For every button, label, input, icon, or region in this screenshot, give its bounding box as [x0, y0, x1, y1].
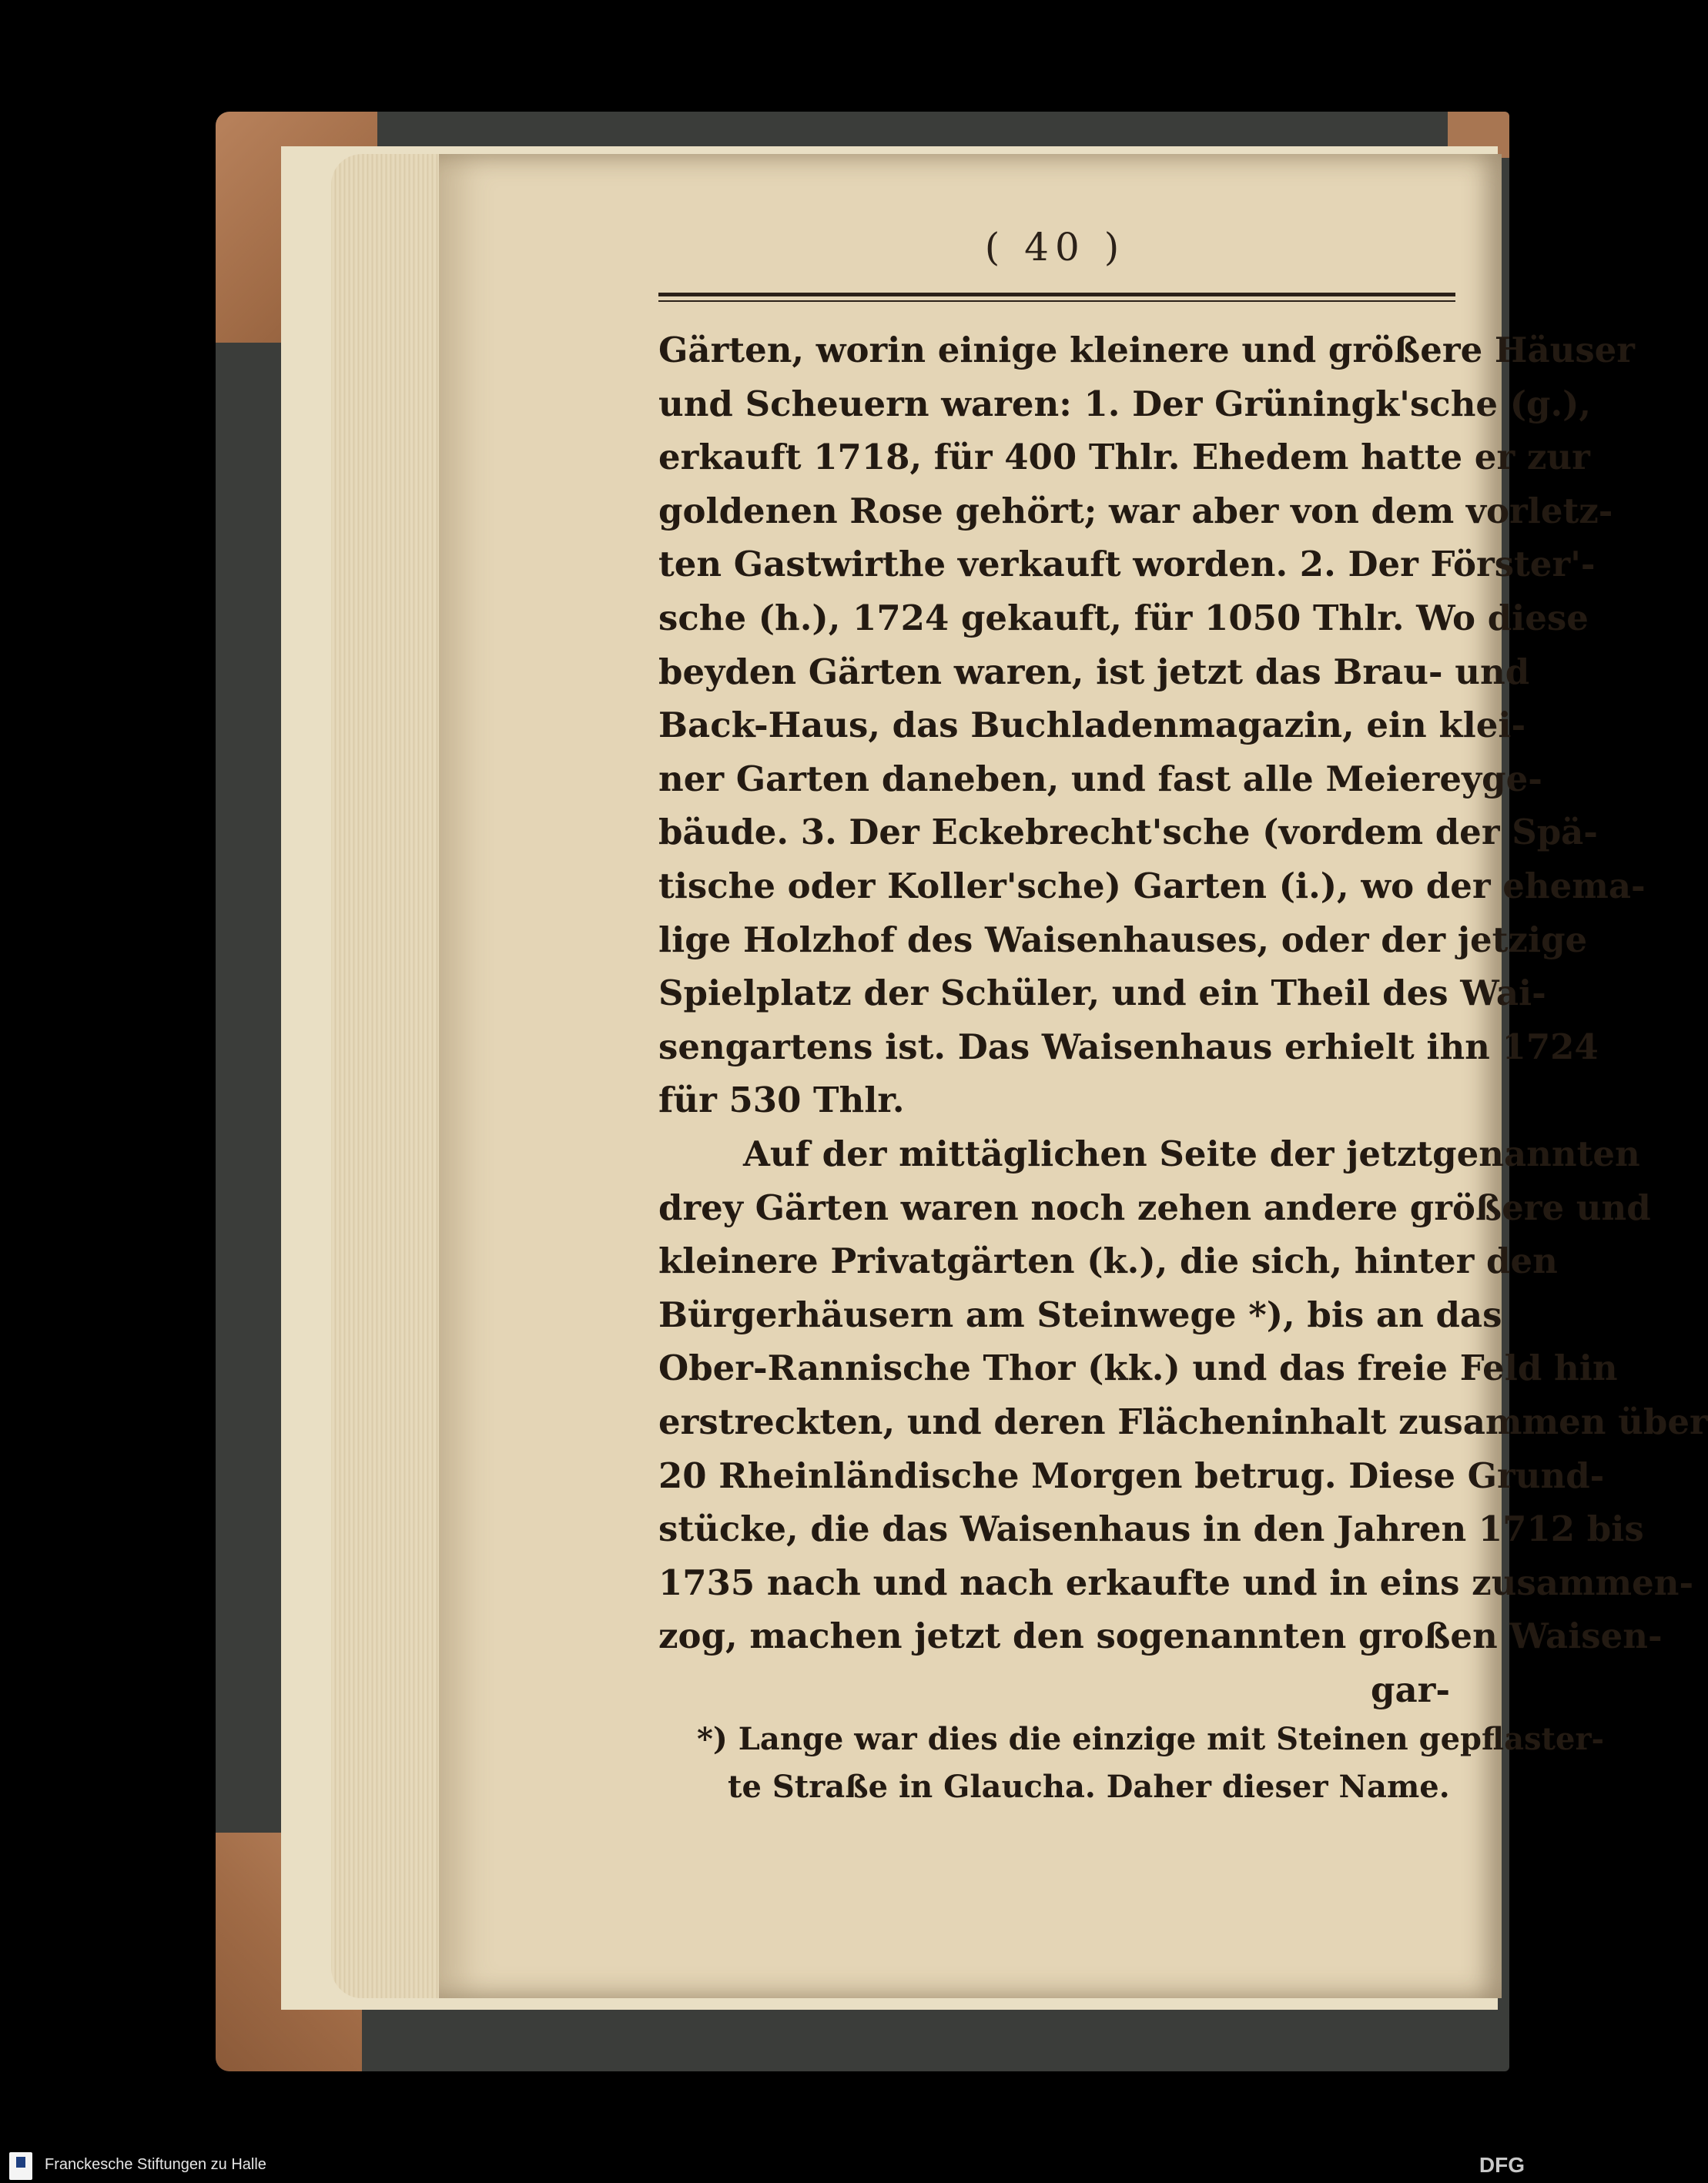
text-line: kleinere Privatgärten (k.), die sich, hinter den	[658, 1240, 1558, 1281]
text-line: Bürgerhäusern am Steinwege *), bis an das	[658, 1294, 1502, 1335]
institution-name: Franckesche Stiftungen zu Halle	[45, 2156, 266, 2173]
text-line: und Scheuern waren: 1. Der Grüningk'sche (g.),	[658, 383, 1592, 424]
text-line: goldenen Rose gehört; war aber von dem vorletz-	[658, 491, 1613, 531]
text-line: ten Gastwirthe verkauft worden. 2. Der Förster'-	[658, 544, 1596, 584]
footnote-line: te Straße in Glaucha. Daher dieser Name.	[728, 1769, 1450, 1805]
text-line: bäude. 3. Der Eckebrecht'sche (vordem der Spä-	[658, 812, 1598, 852]
text-line: Back-Haus, das Buchladenmagazin, ein klei-	[658, 705, 1526, 745]
header-rule	[658, 293, 1455, 296]
text-line: beyden Gärten waren, ist jetzt das Brau- und	[658, 651, 1530, 692]
text-line: erkauft 1718, für 400 Thlr. Ehedem hatte er zur	[658, 437, 1590, 477]
page-number: ( 40 )	[984, 225, 1126, 270]
text-line: 1735 nach und nach erkaufte und in eins zusammen-	[658, 1562, 1694, 1603]
institution-logo-icon	[9, 2152, 32, 2180]
text-line: stücke, die das Waisenhaus in den Jahren 1712 bis	[658, 1508, 1644, 1549]
header-rule-thin	[658, 300, 1455, 302]
text-line: tische oder Koller'sche) Garten (i.), wo der ehema-	[658, 865, 1646, 906]
text-line: zog, machen jetzt den sogenannten großen Waisen-	[658, 1615, 1663, 1656]
text-line: 20 Rheinländische Morgen betrug. Diese Grund-	[658, 1455, 1605, 1496]
dfg-badge: DFG	[1479, 2153, 1525, 2177]
catchword: gar-	[1371, 1669, 1451, 1710]
text-line: drey Gärten waren noch zehen andere größere und	[658, 1187, 1651, 1228]
footnote-line: *) Lange war dies die einzige mit Steinen gepflaster-	[697, 1721, 1605, 1757]
text-line: ner Garten daneben, und fast alle Meiereyge-	[658, 758, 1542, 799]
text-line: Gärten, worin einige kleinere und größere Häuser	[658, 330, 1635, 370]
text-line: für 530 Thlr.	[658, 1080, 905, 1120]
text-line: sche (h.), 1724 gekauft, für 1050 Thlr. Wo diese	[658, 598, 1589, 638]
text-line: sengartens ist. Das Waisenhaus erhielt ihn 1724	[658, 1026, 1599, 1067]
text-line: Auf der mittäglichen Seite der jetztgenannten	[743, 1133, 1640, 1174]
text-line: lige Holzhof des Waisenhauses, oder der jetzige	[658, 919, 1588, 960]
text-line: Ober-Rannische Thor (kk.) und das freie Feld hin	[658, 1348, 1618, 1388]
text-line: erstreckten, und deren Flächeninhalt zusammen über	[658, 1401, 1708, 1442]
text-line: Spielplatz der Schüler, und ein Theil des Wai-	[658, 973, 1546, 1013]
